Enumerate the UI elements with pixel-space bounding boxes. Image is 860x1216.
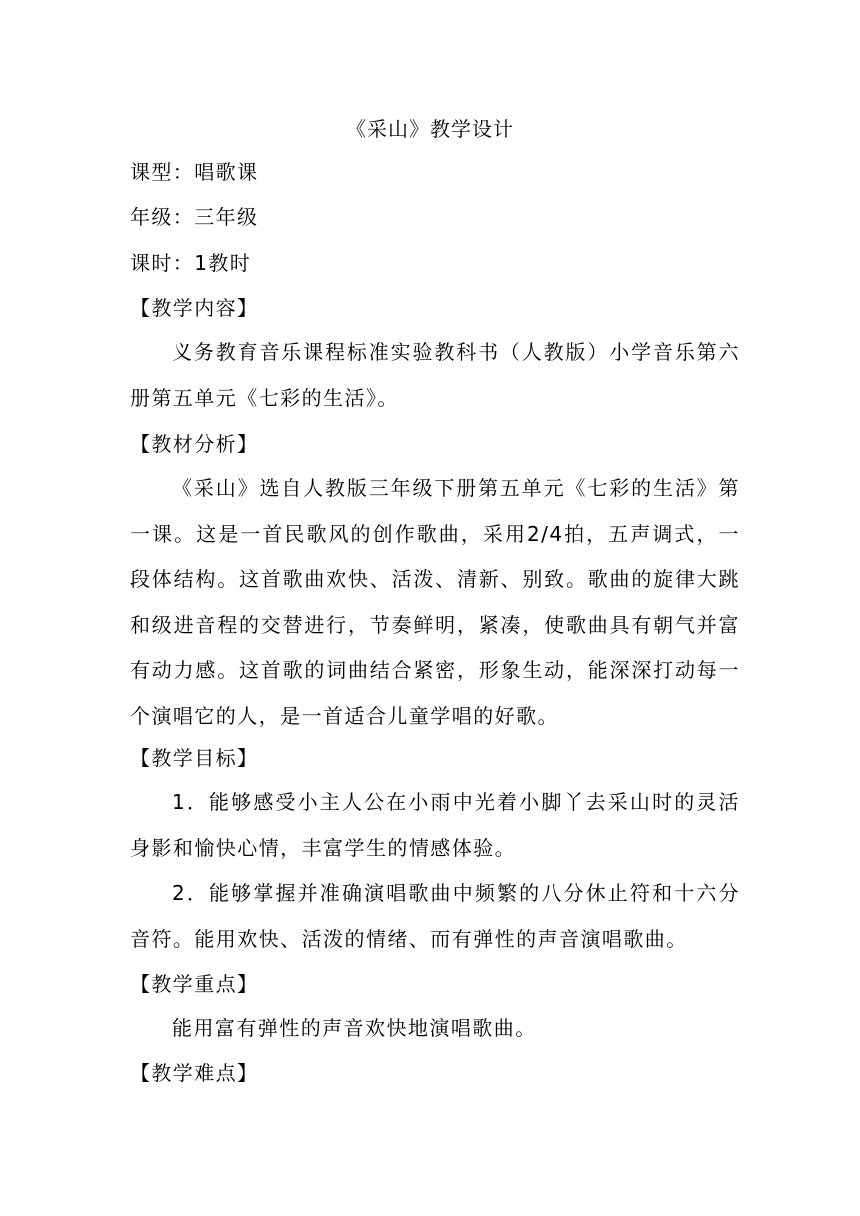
- goals-heading: 【教学目标】: [130, 746, 259, 770]
- goal-item-1: 1．能够感受小主人公在小雨中光着小脚丫去采山时的灵活身影和愉快心情，丰富学生的情感体验。: [130, 790, 740, 860]
- key-points-heading: 【教学重点】: [130, 972, 259, 996]
- content-heading: 【教学内容】: [130, 296, 259, 320]
- grade-line: 年级：三年级: [130, 205, 259, 229]
- key-points-paragraph: 能用富有弹性的声音欢快地演唱歌曲。: [172, 1016, 537, 1040]
- content-paragraph: 义务教育音乐课程标准实验教科书（人教版）小学音乐第六册第五单元《七彩的生活》。: [130, 340, 740, 410]
- analysis-paragraph: 《采山》选自人教版三年级下册第五单元《七彩的生活》第一课。这是一首民歌风的创作歌曲，采用2/4拍，五声调式，一段体结构。这首歌曲欢快、活泼、清新、别致。歌曲的旋律大跳和级进音程的交替进行，节奏鲜明，紧凑，使歌曲具有朝气并富有动力感。这首歌的词曲结合紧密，形象生动，能深深打动每一个演唱它的人，是一首适合儿童学唱的好歌。: [130, 476, 740, 728]
- document-title: 《采山》教学设计: [346, 117, 514, 141]
- analysis-heading: 【教材分析】: [130, 432, 259, 456]
- goal-item-2: 2．能够掌握并准确演唱歌曲中频繁的八分休止符和十六分音符。能用欢快、活泼的情绪、而有弹性的声音演唱歌曲。: [130, 881, 740, 951]
- difficulty-heading: 【教学难点】: [130, 1061, 259, 1085]
- period-line: 课时：1教时: [130, 251, 252, 275]
- course-type-line: 课型：唱歌课: [130, 160, 259, 184]
